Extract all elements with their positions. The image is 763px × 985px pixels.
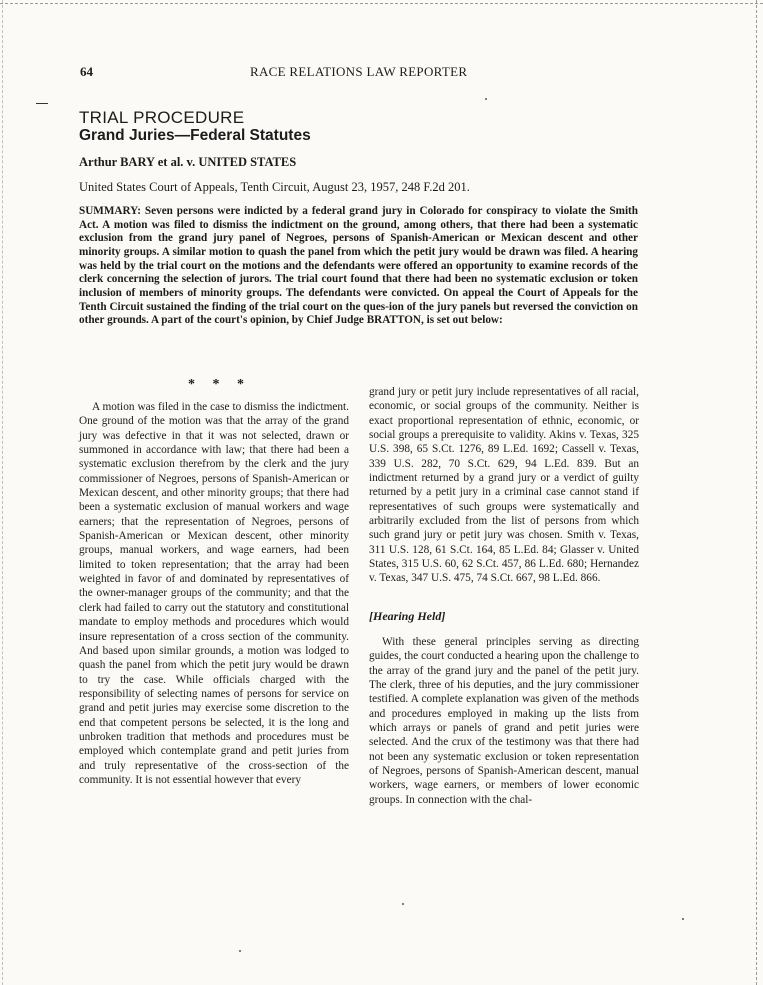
- opinion-left-column: [79, 400, 349, 787]
- scan-speck: [239, 950, 241, 952]
- opinion-paragraph: With these general principles serving as directing guides, the court conducted a hearing upon the challenge to the array of the grand jury and the panel of the petit jury. The clerk, three of his deputies, and the jury commissioner testified. A complete explanation was given of the methods and procedures employed in making up the lists from which arrays or panels of grand and petit juries were selected. And the crux of the testimony was that there had not been any systematic exclusion or token representation of Negroes, persons of Spanish-American descent, manual workers, wage earners, or members of lower economic groups. In connection with the chal-: [369, 636, 639, 806]
- section-title: TRIAL PROCEDURE: [79, 108, 245, 127]
- section-subtitle: Grand Juries—Federal Statutes: [79, 127, 311, 144]
- margin-mark: [36, 103, 48, 104]
- page-edge-right: [756, 0, 757, 985]
- ellipsis-asterisks: * * *: [188, 377, 251, 392]
- case-name: Arthur BARY et al. v. UNITED STATES: [79, 155, 297, 169]
- scan-speck: [485, 98, 487, 100]
- page-edge-top: [0, 3, 763, 4]
- subheading-hearing-held: [Hearing Held]: [369, 609, 446, 623]
- summary-paragraph: [79, 205, 638, 328]
- court-citation: United States Court of Appeals, Tenth Circuit, August 23, 1957, 248 F.2d 201.: [79, 180, 470, 194]
- opinion-paragraph: A motion was filed in the case to dismiss the indictment. One ground of the motion was that the array of the grand jury was defective in that it was not selected, drawn or summoned in accordance with law; that there had been a systematic exclusion therefrom by the clerk and the jury commissioner of Negroes, persons of Spanish-American or Mexican descent, and other minority groups; that there had been a systematic exclusion of manual workers and wage earners; that the representation of Negroes, persons of Spanish-American or Mexican descent, other minority groups, manual workers, and wage earners, had been limited to token representation; that the array had been weighted in favor of and dominated by representatives of the owner-manager groups of the community; and that the clerk had failed to carry out the statutory and constitutional mandate to employ methods and procedures which would insure representation of a cross section of the community. And based upon similar grounds, a motion was lodged to quash the panel from which the petit jury would be drawn to try the case. While officials charged with the responsibility of selecting names of persons for service on grand and petit juries may exercise some discretion to the end that competent persons be selected, it is the long and unbroken tradition that methods and procedures must be employed which contemplate grand and petit juries from and truly representative of the cross-section of the community. It is not essential however that every: [79, 401, 349, 786]
- page-edge-left: [2, 0, 3, 985]
- summary-text: Seven persons were indicted by a federal grand jury in Colorado for conspiracy to violate the Smith Act. A motion was filed to dismiss the indictment on the ground, among others, that there had been a systematic exclusion from the grand jury panel of Negroes, persons of Spanish-American or Mexican descent and other minority groups. A similar motion to quash the panel from which the petit jury would be drawn was filed. A hearing was held by the trial court on the motions and the defendants were offered an opportunity to examine records of the clerk concerning the selection of jurors. The trial court found that there had been no systematic exclusion or token inclusion of members of minority groups. The defendants were convicted. On appeal the Court of Appeals for the Tenth Circuit sustained the finding of the trial court on the ques-ion of the jury panels but reversed the conviction on other grounds. A part of the court's opinion, by Chief Judge BRATTON, is set out below:: [79, 205, 638, 327]
- opinion-paragraph-continued: grand jury or petit jury include representatives of all racial, economic, or social groups of the community. Neither is exact proportional representation of ethnic, economic, or social groups a prerequisite to validity. Akins v. Texas, 325 U.S. 398, 65 S.Ct. 1276, 89 L.Ed. 1692; Cassell v. Texas, 339 U.S. 282, 70 S.Ct. 629, 94 L.Ed. 839. But an indictment returned by a grand jury or a verdict of guilty returned by a petit jury in a criminal case cannot stand if representatives of such groups were systematically and arbitrarily excluded from the list of persons from which such grand jury or petit jury was chosen. Smith v. Texas, 311 U.S. 128, 61 S.Ct. 164, 85 L.Ed. 84; Glasser v. United States, 315 U.S. 60, 62 S.Ct. 457, 86 L.Ed. 680; Hernandez v. Texas, 347 U.S. 475, 74 S.Ct. 667, 98 L.Ed. 866.: [369, 386, 639, 585]
- page-number: 64: [80, 64, 93, 79]
- scan-speck: [402, 903, 404, 905]
- opinion-right-column-bottom: [369, 635, 639, 807]
- opinion-right-column-top: [369, 385, 639, 586]
- scan-speck: [682, 918, 684, 920]
- running-head: RACE RELATIONS LAW REPORTER: [250, 64, 468, 79]
- page-header: [80, 64, 680, 82]
- summary-label: SUMMARY:: [79, 205, 141, 217]
